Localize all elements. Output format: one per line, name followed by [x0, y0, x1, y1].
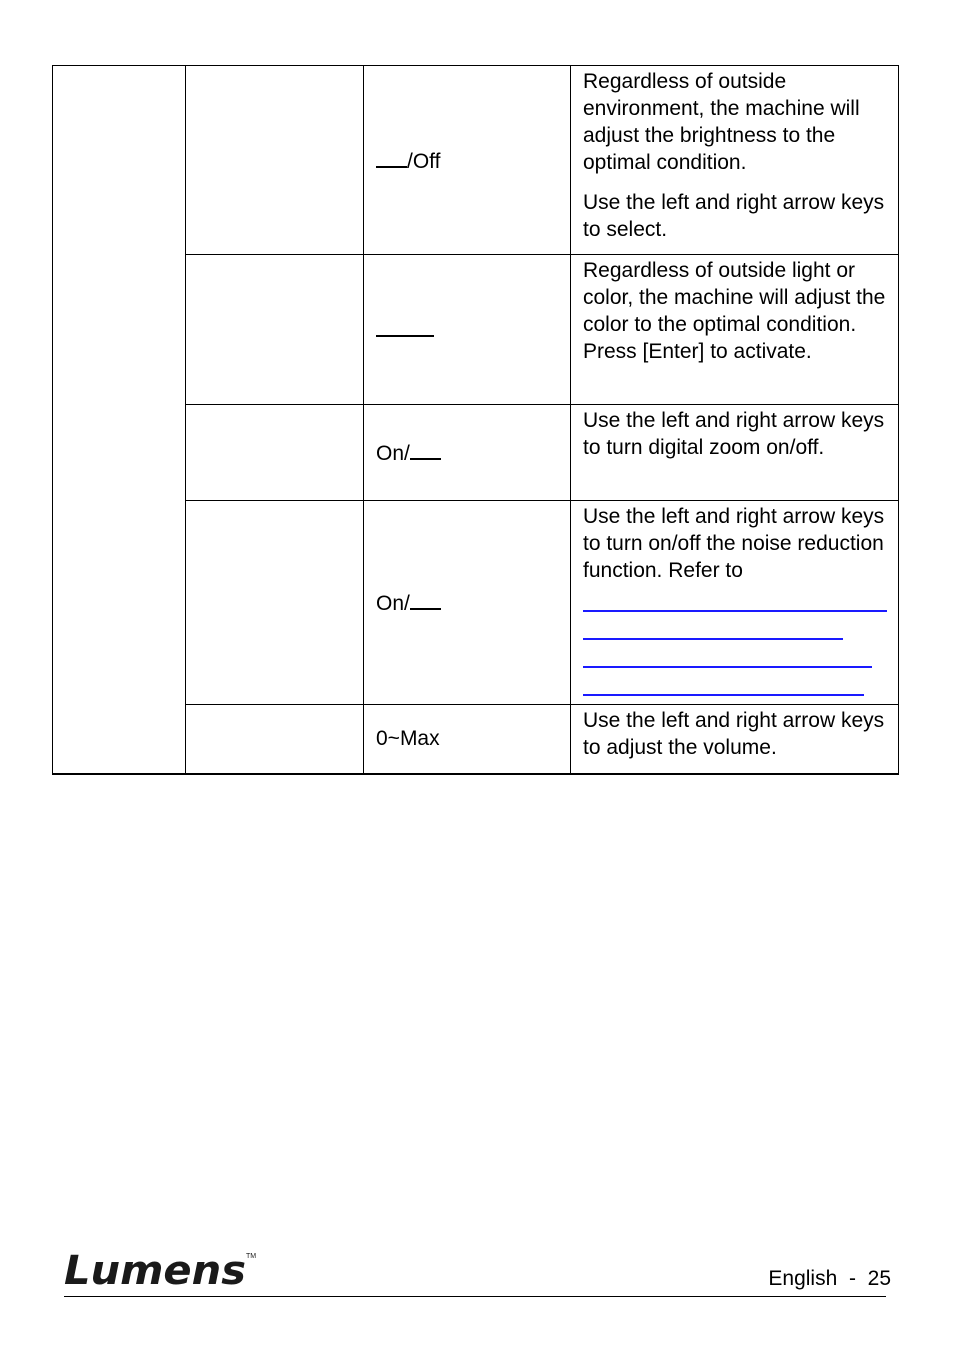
description-text: Regardless of outside environment, the machine will adjust the brightness to the optimal condition.: [583, 70, 860, 174]
value-blank: [376, 146, 407, 168]
value-suffix: /Off: [407, 149, 441, 173]
description-text: Regardless of outside light or color, the machine will adjust the color to the optimal condition. Press [Enter] to activate.: [583, 259, 886, 363]
function-cell: [186, 705, 364, 774]
description-cell: [571, 66, 899, 255]
value-blank: [410, 438, 441, 460]
footer-language: English: [768, 1267, 838, 1290]
description-text: Use the left and right arrow keys to turn on/off the noise reduction function. Refer to: [583, 505, 885, 582]
value-blank: [376, 315, 434, 337]
page-number: 25: [867, 1267, 891, 1290]
value-cell: [364, 255, 571, 405]
function-cell: [186, 66, 364, 255]
description-cell: [571, 405, 899, 501]
value-prefix: 0~Max: [376, 727, 440, 751]
function-cell: [186, 405, 364, 501]
link-underline: [583, 668, 864, 696]
link-underline: [583, 640, 872, 668]
trademark-mark: TM: [246, 1253, 257, 1260]
description-text: Use the left and right arrow keys to select.: [583, 191, 885, 241]
link-underline: [583, 612, 843, 640]
footer-divider: [64, 1296, 886, 1297]
table-row: [53, 66, 899, 255]
value-prefix: On/: [376, 592, 410, 615]
description-text: Use the left and right arrow keys to turn digital zoom on/off.: [583, 409, 885, 459]
value-cell: [364, 501, 571, 705]
description-cell: [571, 705, 899, 774]
value-blank: [410, 588, 441, 610]
value-prefix: On/: [376, 442, 410, 465]
value-cell: [364, 66, 571, 255]
lumens-logo: [62, 1248, 262, 1290]
link-underline: [583, 584, 887, 612]
category-cell: [53, 66, 186, 774]
page-footer-label: [768, 1266, 891, 1292]
footer-separator: -: [848, 1267, 856, 1290]
value-cell: [364, 405, 571, 501]
value-cell: [364, 705, 571, 774]
reference-link[interactable]: [583, 584, 888, 696]
description-cell: [571, 501, 899, 705]
function-cell: [186, 255, 364, 405]
description-text: Use the left and right arrow keys to adjust the volume.: [583, 709, 885, 759]
function-cell: [186, 501, 364, 705]
description-cell: [571, 255, 899, 405]
brand-wordmark: Lumens: [64, 1248, 246, 1290]
settings-table: [52, 65, 899, 775]
